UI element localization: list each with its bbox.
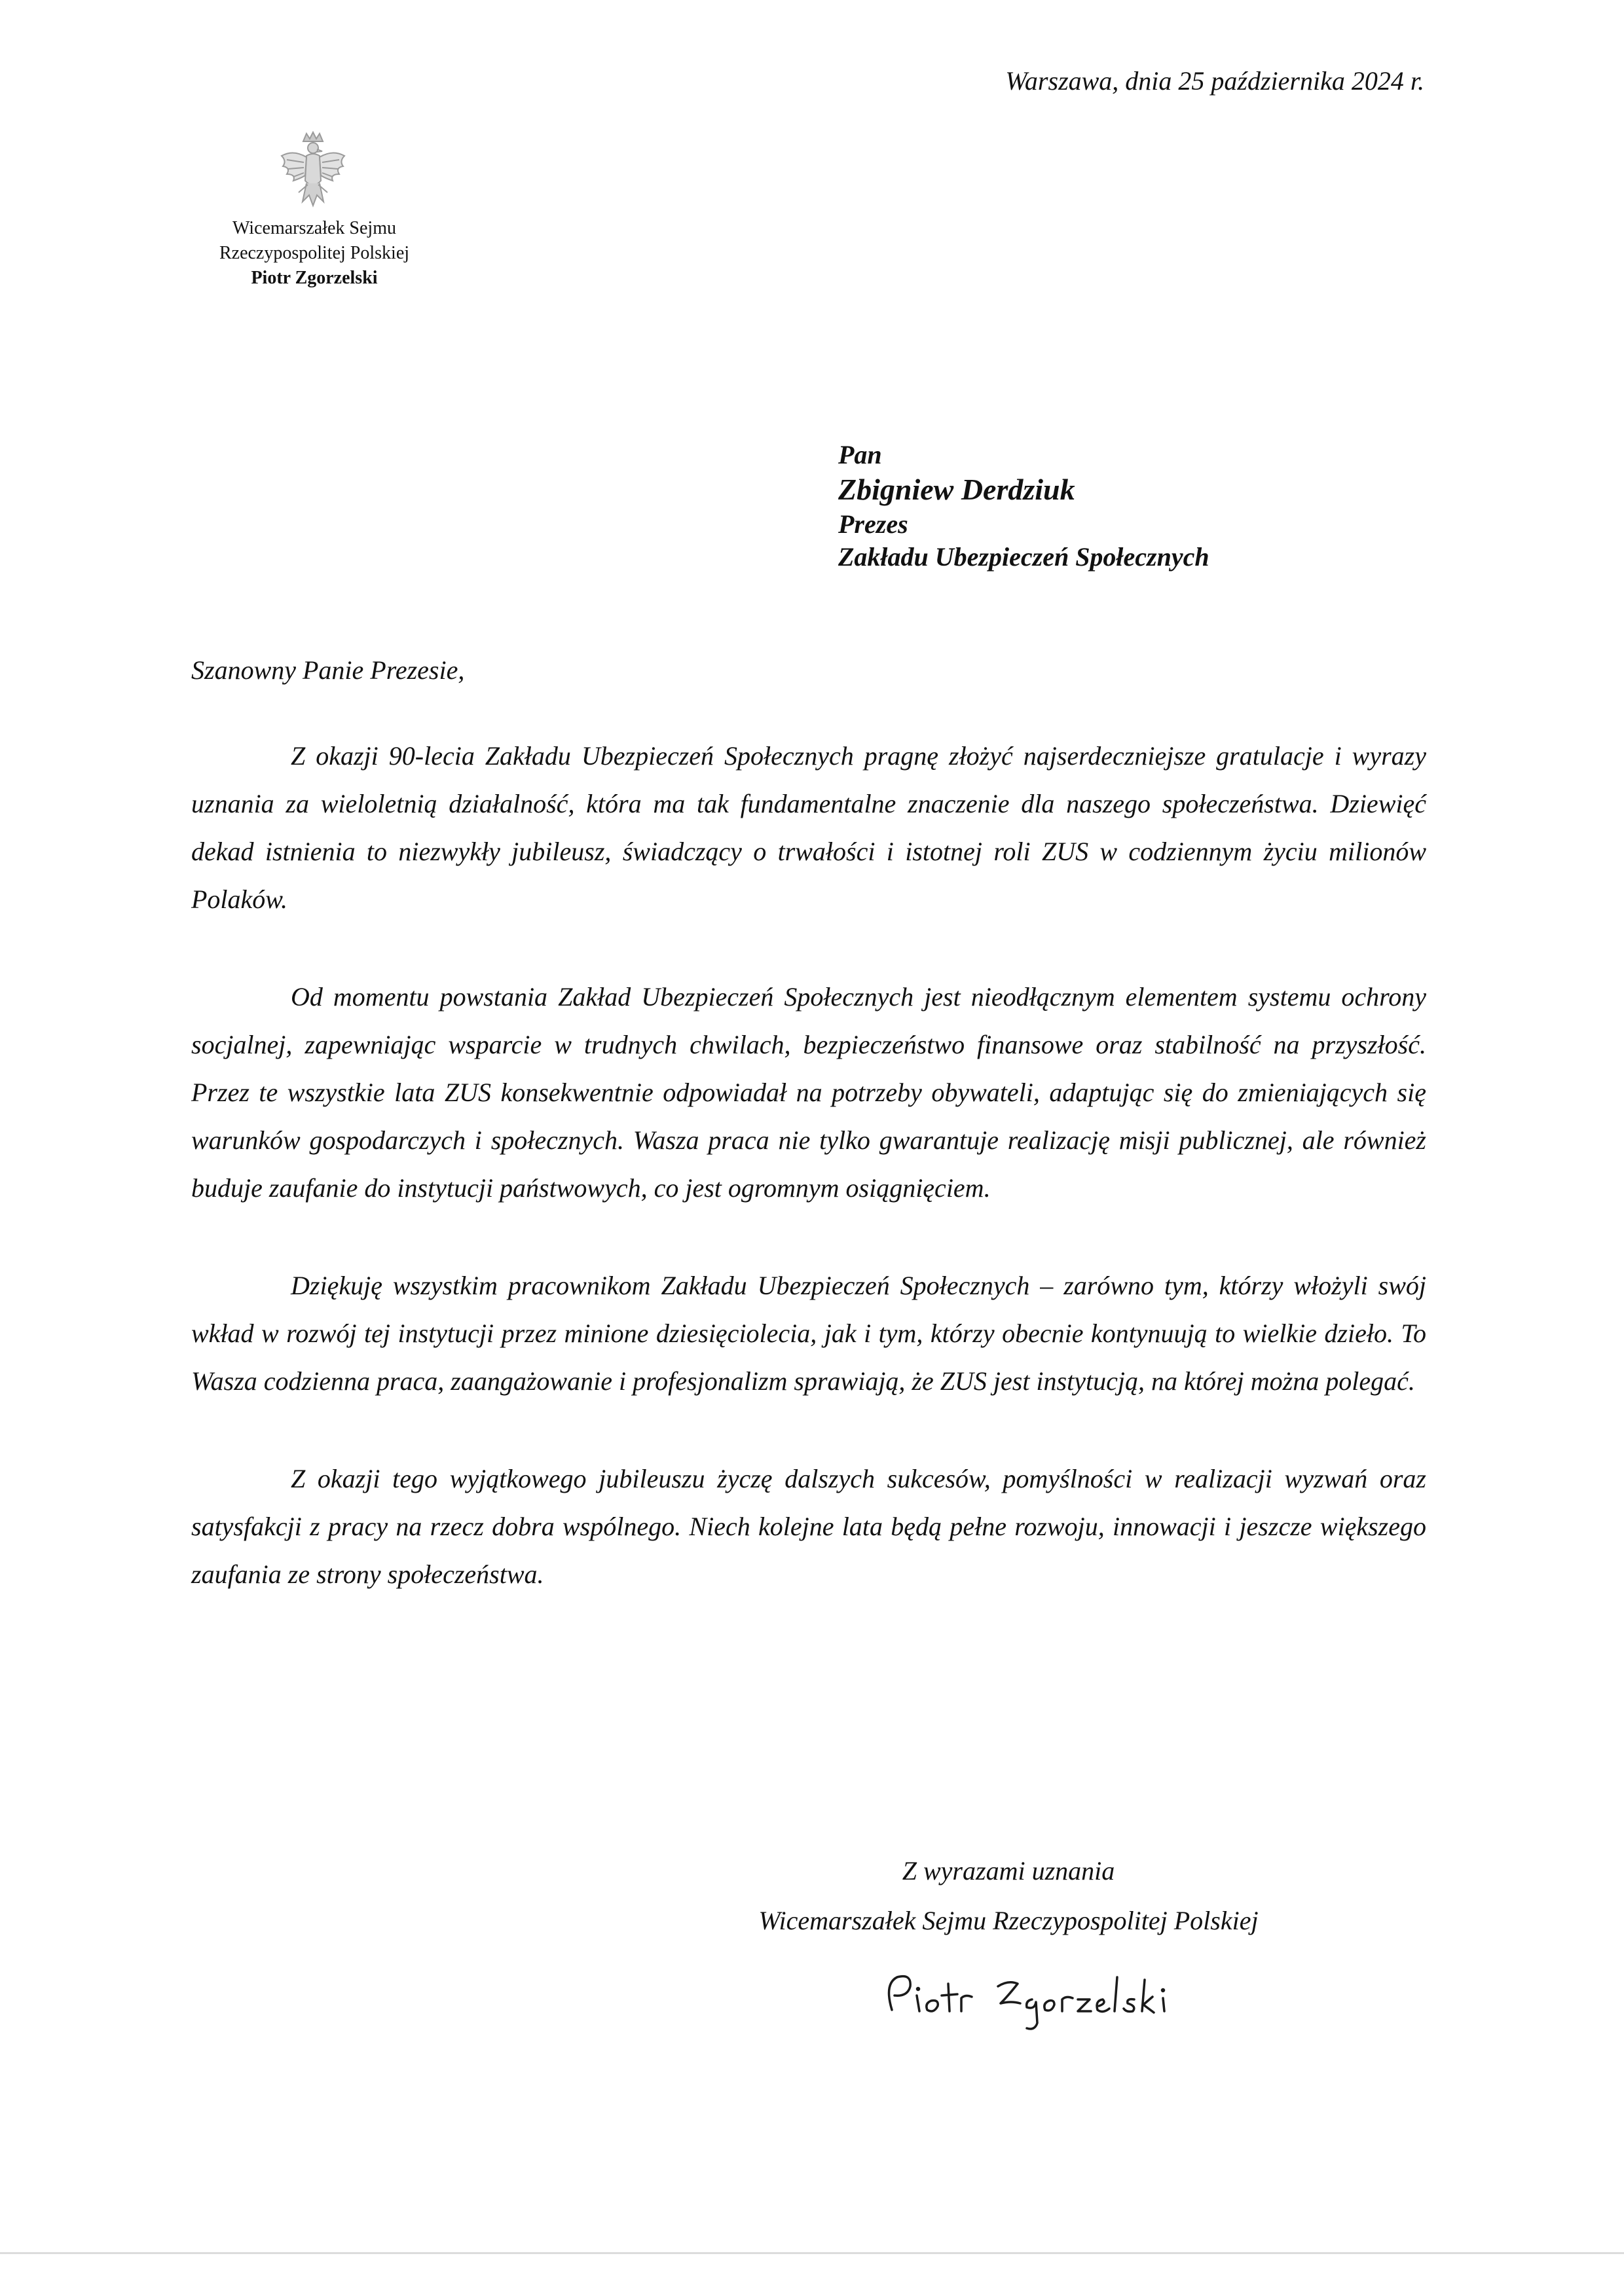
recipient-block [838,439,1209,574]
letter-paragraph: Od momentu powstania Zakład Ubezpieczeń Społecznych jest nieodłącznym elementem systemu ochrony socjalnej, zapewniając wsparcie w trudnych chwilach, bezpieczeństwo finansowe oraz stabilność na przyszłość. Przez te wszystkie lata ZUS konsekwentnie odpowiadał na potrzeby obywateli, adaptując się do zmieniających się warunków gospodarczych i społecznych. Wasza praca nie tylko gwarantuje realizację misji publicznej, ale również buduje zaufanie do instytucji państwowych, co jest ogromnym osiągnięciem. [191,982,1426,1203]
recipient-role: Prezes [838,509,908,539]
letter-salutation: Szanowny Panie Prezesie, [191,655,465,685]
scan-edge-line [0,2252,1624,2254]
letter-paragraph: Z okazji tego wyjątkowego jubileuszu życzę dalszych sukcesów, pomyślności w realizacji wyzwań oraz satysfakcji z pracy na rzecz dobra wspólnego. Niech kolejne lata będą pełne rozwoju, innowacji i jeszcze większego zaufania ze strony społeczeństwa. [191,1464,1426,1589]
sender-title-line1: Wicemarszałek Sejmu [232,218,396,238]
sender-block [151,216,478,291]
letter-date: Warszawa, dnia 25 października 2024 r. [1005,66,1424,96]
recipient-name: Zbigniew Derdziuk [838,473,1075,506]
letter-paragraph: Dziękuję wszystkim pracownikom Zakładu Ubezpieczeń Społecznych – zarówno tym, którzy włożyli swój wkład w rozwój tej instytucji przez minione dziesięciolecia, jak i tym, którzy obecnie kontynuują to wielkie dzieło. To Wasza codzienna praca, zaangażowanie i profesjonalizm sprawiają, że ZUS jest instytucją, na której można polegać. [191,1271,1426,1396]
closing-line1: Z wyrazami uznania [902,1856,1115,1886]
sender-title-line2: Rzeczypospolitej Polskiej [219,243,410,263]
letter-body [191,732,1426,1648]
closing-line2: Wicemarszałek Sejmu Rzeczypospolitej Polskiej [758,1906,1259,1935]
eagle-emblem-icon [274,130,352,215]
handwritten-signature [877,1958,1185,2036]
recipient-organization: Zakładu Ubezpieczeń Społecznych [838,542,1209,572]
closing-block [724,1846,1293,1946]
sender-name: Piotr Zgorzelski [251,268,378,288]
letter-paragraph: Z okazji 90-lecia Zakładu Ubezpieczeń Społecznych pragnę złożyć najserdeczniejsze gratulacje i wyrazy uznania za wieloletnią działalność, która ma tak fundamentalne znaczenie dla naszego społeczeństwa. Dziewięć dekad istnienia to niezwykły jubileusz, świadczący o trwałości i istotnej roli ZUS w codziennym życiu milionów Polaków. [191,741,1426,914]
recipient-salutation-title: Pan [838,440,882,469]
